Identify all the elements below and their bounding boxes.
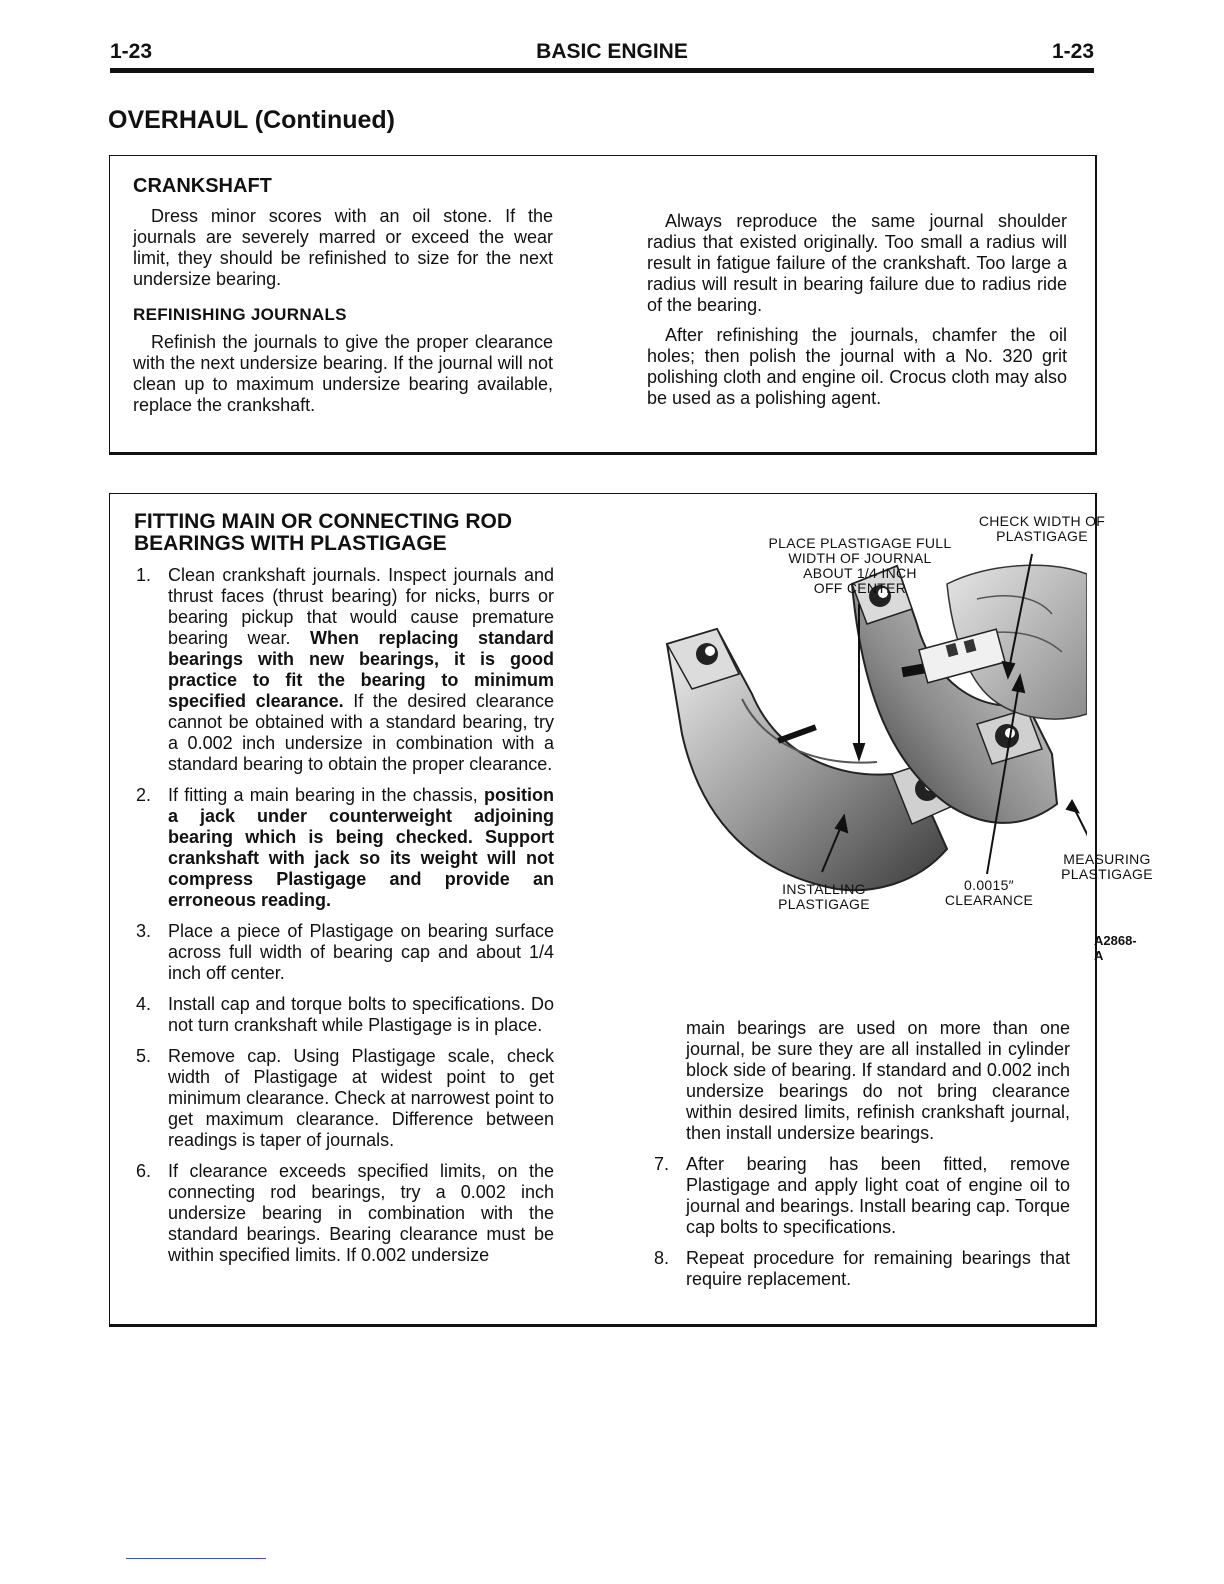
fitting-title xyxy=(134,511,554,555)
label-line: ABOUT 1/4 INCH xyxy=(803,565,917,581)
section-title: OVERHAUL (Continued) xyxy=(108,106,396,134)
step-bold-text: position a jack under counterweight adjoining bearing which is being checked. Support crankshaft with jack so its weight will not compress Plastigage and provide an erroneous reading. xyxy=(168,785,554,910)
label-clearance xyxy=(939,878,1039,908)
label-line: PLASTIGAGE xyxy=(996,528,1088,544)
label-line: OFF CENTER xyxy=(813,580,907,596)
list-item xyxy=(652,1154,1070,1238)
page-number-right: 1-23 xyxy=(1051,40,1094,63)
crankshaft-box xyxy=(109,155,1097,455)
fitting-steps-list xyxy=(134,565,554,1266)
crankshaft-right-column xyxy=(647,211,1067,409)
fitting-left-column xyxy=(134,511,554,1266)
step-number: 2. xyxy=(136,785,152,805)
label-line: MEASURING xyxy=(1063,851,1151,867)
label-line: PLACE PLASTIGAGE FULL xyxy=(768,535,952,551)
step-number: 6. xyxy=(136,1161,152,1181)
crankshaft-heading: CRANKSHAFT xyxy=(133,175,272,197)
step-number: 7. xyxy=(654,1154,670,1174)
footer-link-underline xyxy=(126,1558,266,1559)
label-line: PLASTIGAGE xyxy=(1061,866,1153,882)
step-text: Place a piece of Plastigage on bearing surface across full width of bearing cap and about 1/4 inch off center. xyxy=(168,921,554,983)
step-6-continued: main bearings are used on more than one journal, be sure they are all installed in cylinder block side of bearing. If standard and 0.002 inch undersize bearings do not bring clearance within desired limits, refinish crankshaft journal, then install undersize bearings. xyxy=(686,1018,1070,1143)
step-text: If the desired clearance cannot be obtained with a standard bearing, try a 0.002 inch undersize in combination with a standard bearing to obtain the proper clearance. xyxy=(168,691,554,774)
list-item xyxy=(134,785,554,911)
label-line: CLEARANCE xyxy=(944,892,1034,908)
crankshaft-paragraph-2: Refinish the journals to give the proper clearance with the next undersize bearing. If the journal will not clean up to maximum undersize bearing available, replace the crankshaft. xyxy=(133,332,553,415)
fitting-steps-list-continued xyxy=(652,1154,1070,1290)
fitting-right-column xyxy=(652,1018,1070,1290)
crankshaft-paragraph-4: After refinishing the journals, chamfer the oil holes; then polish the journal with a No. 320 grit polishing cloth and engine oil. Crocus cloth may also be used as a polishing agent. xyxy=(647,325,1067,408)
figure-id: A2868-A xyxy=(1094,933,1137,963)
step-number: 3. xyxy=(136,921,152,941)
label-line: 0.0015″ xyxy=(964,877,1014,893)
label-measuring-plastigage xyxy=(1052,852,1162,882)
step-text: If fitting a main bearing in the chassis, xyxy=(168,785,484,805)
list-item xyxy=(134,1161,554,1266)
fitting-title-line-2: BEARINGS WITH PLASTIGAGE xyxy=(134,532,447,555)
label-installing-plastigage xyxy=(769,882,879,912)
step-text: Install cap and torque bolts to specifications. Do not turn crankshaft while Plastigage is in place. xyxy=(168,994,554,1035)
step-number: 4. xyxy=(136,994,152,1014)
crankshaft-paragraph-3: Always reproduce the same journal shoulder radius that existed originally. Too small a radius will result in fatigue failure of the crankshaft. Too large a radius will result in bearing failure due to radius ride of the bearing. xyxy=(647,211,1067,315)
plastigage-figure xyxy=(647,504,1153,963)
list-item xyxy=(134,1046,554,1151)
crankshaft-left-column xyxy=(133,176,553,416)
step-text: Repeat procedure for remaining bearings that require replacement. xyxy=(686,1248,1070,1289)
list-item xyxy=(134,565,554,775)
list-item xyxy=(652,1248,1070,1290)
header-rule xyxy=(110,68,1094,73)
label-line: WIDTH OF JOURNAL xyxy=(788,550,932,566)
fitting-bearings-box xyxy=(109,493,1153,1327)
step-text: If clearance exceeds specified limits, on the connecting rod bearings, try a 0.002 inch undersize bearing in combination with the standard bearings. Bearing clearance must be within specified limits. If 0.002 undersize xyxy=(168,1161,554,1265)
step-text: Remove cap. Using Plastigage scale, check width of Plastigage at widest point to get minimum clearance. Check at narrowest point to get maximum clearance. Difference between readings is taper of journals. xyxy=(168,1046,554,1150)
page-number-left: 1-23 xyxy=(110,40,153,63)
step-bold-text: When replacing standard bearings with new bearings, it is good practice to fit the bearing to minimum specified clearance. xyxy=(168,628,554,711)
label-line: PLASTIGAGE xyxy=(778,896,870,912)
list-item xyxy=(134,921,554,984)
list-item xyxy=(134,994,554,1036)
label-line: INSTALLING xyxy=(782,881,866,897)
step-text: Clean crankshaft journals. Inspect journals and thrust faces (thrust bearing) for nicks, burrs or bearing pickup that would cause premature bearing wear. xyxy=(168,565,554,648)
step-number: 1. xyxy=(136,565,152,585)
label-place-plastigage xyxy=(755,536,965,596)
label-line: CHECK WIDTH OF xyxy=(978,513,1106,529)
refinishing-journals-heading: REFINISHING JOURNALS xyxy=(133,305,347,324)
crankshaft-paragraph-1: Dress minor scores with an oil stone. If the journals are severely marred or exceed the wear limit, they should be refinished to size for the next undersize bearing. xyxy=(133,206,553,289)
running-header-title: BASIC ENGINE xyxy=(536,40,688,63)
step-number: 5. xyxy=(136,1046,152,1066)
fitting-title-line-1: FITTING MAIN OR CONNECTING ROD xyxy=(134,510,512,533)
step-text: After bearing has been fitted, remove Plastigage and apply light coat of engine oil to journal and bearings. Install bearing cap. Torque cap bolts to specifications. xyxy=(686,1154,1070,1237)
step-number: 8. xyxy=(654,1248,670,1268)
label-check-width xyxy=(967,514,1117,544)
